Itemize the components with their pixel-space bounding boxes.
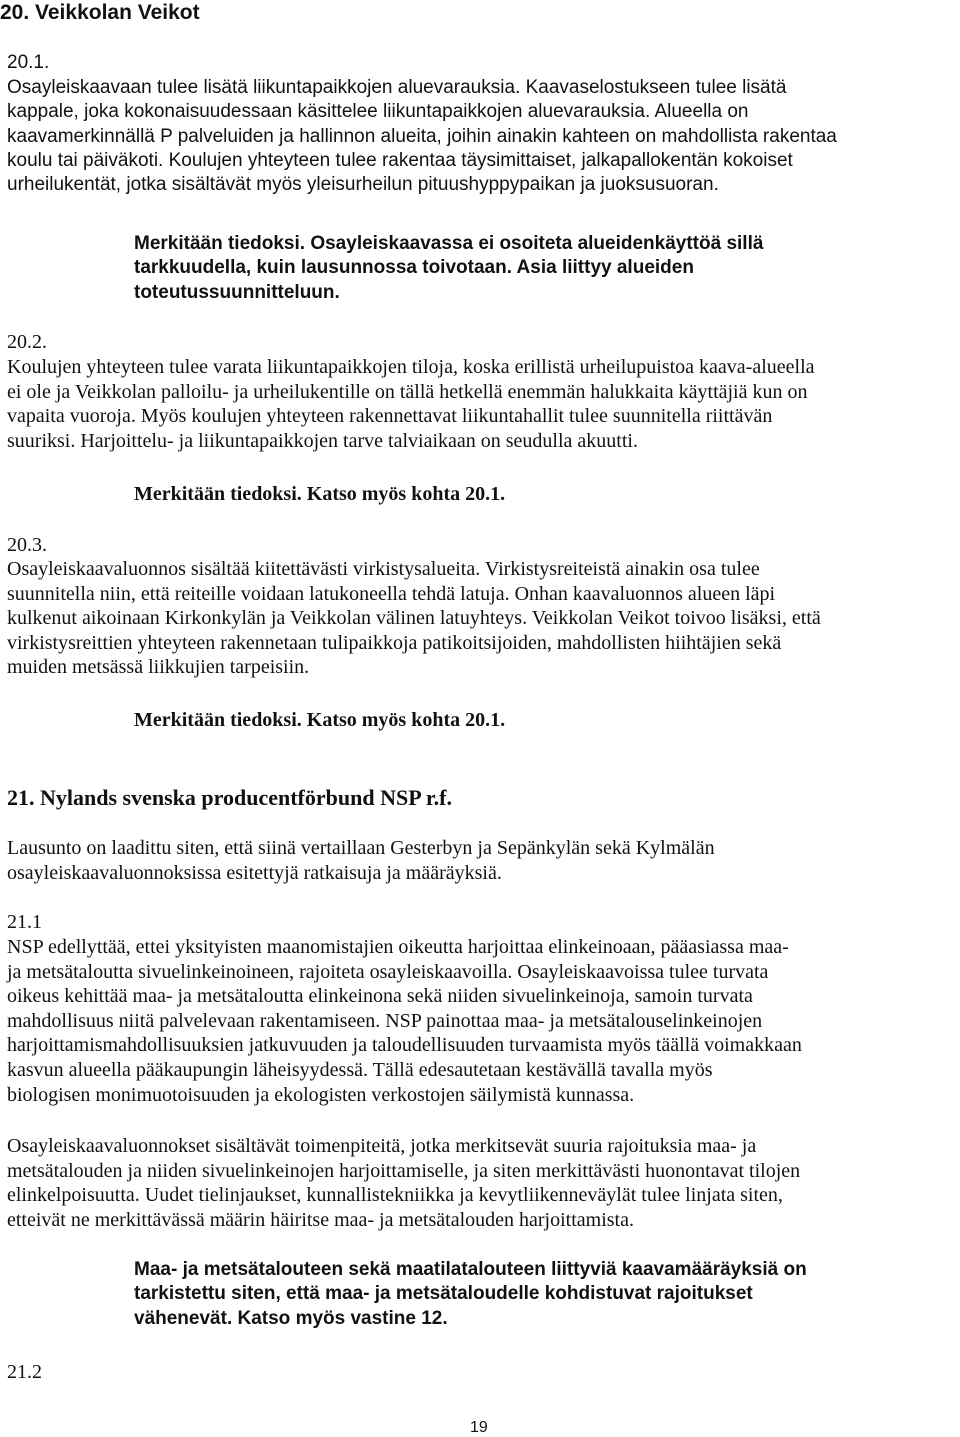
section-21-heading: 21. Nylands svenska producentförbund NSP r.f. (7, 785, 453, 810)
item-20-3-response: Merkitään tiedoksi. Katso myös kohta 20.1. (134, 709, 506, 731)
paragraph-line: urheilukentät, jotka sisältävät myös yleisurheilun pituushyppypaikan ja juoksusuoran. (7, 174, 719, 196)
paragraph-line: etteivät ne merkittävässä määrin häiritse maa- ja metsätalouden harjoittamista. (7, 1208, 634, 1231)
item-20-1-number: 20.1. (7, 52, 50, 73)
paragraph-line: Lausunto on laadittu siten, että siinä vertaillaan Gesterbyn ja Sepänkylän sekä Kylmälän (7, 837, 715, 859)
paragraph-line: oikeus kehittää maa- ja metsätaloutta elinkeinona sekä niiden sivuelinkeinoja, samoin turvata (7, 985, 753, 1008)
item-20-1-paragraph (7, 76, 837, 197)
paragraph-line: suuriksi. Harjoittelu- ja liikuntapaikkojen tarve talviaikaan on seudulla akuutti. (7, 429, 638, 452)
paragraph-line: koulu tai päiväkoti. Koulujen yhteyteen tulee rakentaa täysimittaiset, jalkapallokentän kokoiset (7, 149, 793, 171)
item-21-1-response (134, 1258, 807, 1331)
item-21-2-number: 21.2 (7, 1361, 42, 1383)
paragraph-line: Osayleiskaavaluonnokset sisältävät toimenpiteitä, jotka merkitsevät suuria rajoituksia maa- ja (7, 1135, 757, 1157)
item-20-3-paragraph (7, 557, 821, 680)
section-20-heading: 20. Veikkolan Veikot (0, 1, 200, 24)
paragraph-line: osayleiskaavaluonnoksissa esitettyjä ratkaisuja ja määräyksiä. (7, 861, 502, 884)
paragraph-line: muiden metsässä liikkujien tarpeisiin. (7, 656, 310, 679)
page-number: 19 (470, 1419, 488, 1436)
response-line: Maa- ja metsätalouteen sekä maatilatalouteen liittyviä kaavamääräyksiä on (134, 1259, 807, 1280)
item-21-1-paragraph-2 (7, 1134, 800, 1232)
item-20-2-response: Merkitään tiedoksi. Katso myös kohta 20.1. (134, 483, 506, 505)
response-line: tarkistettu siten, että maa- ja metsätaloudelle kohdistuvat rajoitukset (134, 1283, 753, 1305)
item-20-3-number: 20.3. (7, 534, 47, 556)
paragraph-line: harjoittamismahdollisuuksien jatkuvuuden ja taloudellisuuden turvaamista myös täällä voimakkaan (7, 1034, 802, 1057)
item-21-1-number: 21.1 (7, 911, 42, 933)
paragraph-line: kasvun alueella pääkaupungin läheisyydessä. Tällä edesautetaan kestävällä tavalla myös (7, 1058, 713, 1081)
paragraph-line: virkistysreittien yhteyteen rakennetaan tulipaikkoja patikoitsijoiden, mahdollisten hiihtäjien sekä (7, 631, 782, 654)
paragraph-line: biologisen monimuotoisuuden ja ekologisten verkostojen säilymistä kunnassa. (7, 1083, 635, 1106)
section-21-intro (7, 836, 715, 885)
item-20-2-paragraph (7, 355, 815, 453)
paragraph-line: Osayleiskaavaan tulee lisätä liikuntapaikkojen aluevarauksia. Kaavaselostukseen tulee lisätä (7, 77, 787, 98)
paragraph-line: kulkenut aikoinaan Kirkonkylän ja Veikkolan välinen latuyhteys. Veikkolan Veikot toivoo lisäksi, että (7, 607, 821, 630)
response-line: toteutussuunnitteluun. (134, 281, 340, 303)
paragraph-line: kappale, joka kokonaisuudessaan käsittelee liikuntapaikkojen aluevarauksia. Alueella on (7, 101, 749, 123)
response-line: vähenevät. Katso myös vastine 12. (134, 1307, 448, 1329)
paragraph-line: elinkelpoisuutta. Uudet tielinjaukset, kunnallistekniikka ja kevytliikenneväylät tulee linjata siten, (7, 1184, 783, 1207)
response-line: tarkkuudella, kuin lausunnossa toivotaan. Asia liittyy alueiden (134, 257, 694, 279)
paragraph-line: Osayleiskaavaluonnos sisältää kiitettävästi virkistysalueita. Virkistysreiteistä ainakin osa tulee (7, 558, 760, 580)
paragraph-line: Koulujen yhteyteen tulee varata liikuntapaikkojen tiloja, koska erillistä urheilupuistoa kaava-alueella (7, 356, 815, 378)
item-20-2-number: 20.2. (7, 331, 47, 353)
paragraph-line: ja metsätaloutta sivuelinkeinoineen, rajoiteta osayleiskaavoilla. Osayleiskaavoissa tulee turvata (7, 960, 769, 983)
paragraph-line: suunnitella niin, että reiteille voidaan latukoneella tehdä latuja. Onhan kaavaluonnos alueen läpi (7, 582, 776, 605)
item-20-1-response (134, 232, 763, 305)
paragraph-line: ei ole ja Veikkolan palloilu- ja urheilukentille on tällä hetkellä enemmän halukkaita käyttäjiä kun on (7, 380, 808, 403)
paragraph-line: NSP edellyttää, ettei yksityisten maanomistajien oikeutta harjoittaa elinkeinoaan, pääasiassa maa- (7, 936, 789, 958)
paragraph-line: metsätalouden ja niiden sivuelinkeinojen harjoittamiselle, ja siten merkittävästi huonontavat tilojen (7, 1159, 801, 1182)
response-line: Merkitään tiedoksi. Osayleiskaavassa ei osoiteta alueidenkäyttöä sillä (134, 233, 764, 254)
paragraph-line: vapaita vuoroja. Myös koulujen yhteyteen rakennettavat liikuntahallit tulee suunnitella riittävän (7, 405, 773, 428)
paragraph-line: mahdollisuus niitä palvelevaan rakentamiseen. NSP painottaa maa- ja metsätalouselinkeinojen (7, 1009, 763, 1032)
paragraph-line: kaavamerkinnällä P palveluiden ja hallinnon alueita, joihin ainakin kahteen on mahdollista rakentaa (7, 125, 837, 147)
item-21-1-paragraph (7, 935, 802, 1107)
